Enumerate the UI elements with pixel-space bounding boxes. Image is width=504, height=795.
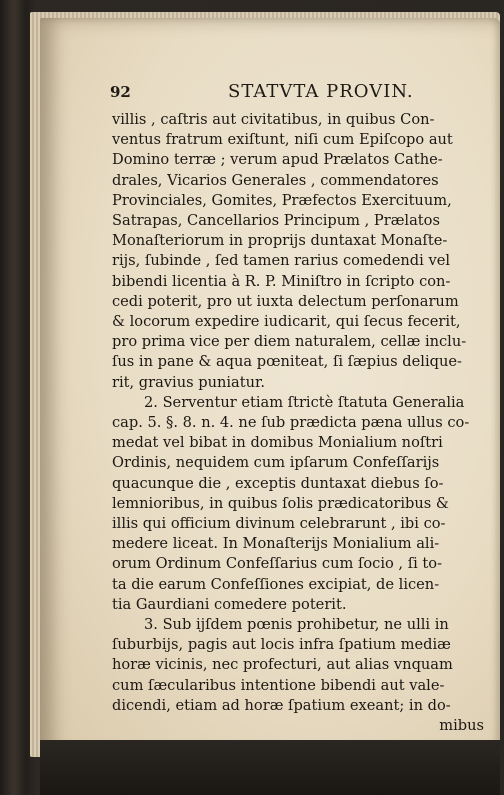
- text-line: medere liceat. In Monaſterijs Monialium ali-: [112, 535, 440, 553]
- text-line: Provinciales, Gomites, Præfectos Exercituum,: [112, 191, 452, 209]
- text-line: villis , caſtris aut civitatibus, in quibus Con-: [112, 111, 435, 128]
- text-line: cedi poterit, pro ut iuxta delectum perſonarum: [112, 292, 459, 310]
- text-line: ſus in pane & aqua pœniteat, ſi ſæpius delique-: [112, 353, 462, 371]
- page-bottom-shadow: [40, 740, 500, 795]
- paragraph-start-line: 2. Serventur etiam ſtrictè ſtatuta Generalia: [144, 393, 465, 411]
- text-line: Ordinis, nequidem cum ipſarum Confeſſarijs: [112, 454, 440, 472]
- text-line: ſuburbijs, pagis aut locis infra ſpatium mediæ: [112, 636, 451, 654]
- running-title: STATVTA PROVIN.: [228, 81, 414, 102]
- text-line: Domino terræ ; verum apud Prælatos Cathe-: [112, 151, 443, 169]
- text-line: & locorum expedire iudicarit, qui ſecus fecerit,: [112, 313, 461, 331]
- text-line: cum ſæcularibus intentione bibendi aut vale-: [112, 676, 445, 694]
- text-line: drales, Vicarios Generales , commendatores: [112, 171, 439, 189]
- text-line: ta die earum Confeſſiones excipiat, de licen-: [112, 575, 440, 593]
- text-line: ventus fratrum exiſtunt, niſi cum Epiſcopo aut: [112, 131, 453, 149]
- text-line: pro prima vice per diem naturalem, cellæ inclu-: [112, 333, 467, 351]
- text-line: orum Ordinum Confeſſarius cum ſocio , ſi to-: [112, 555, 442, 573]
- text-line: tia Gaurdiani comedere poterit.: [112, 595, 347, 613]
- text-line: lemnioribus, in quibus ſolis prædicatoribus &: [112, 494, 449, 512]
- text-line: dicendi, etiam ad horæ ſpatium exeant; in do-: [112, 696, 451, 714]
- text-line: bibendi licentia à R. P. Miniſtro in ſcripto con-: [112, 272, 451, 290]
- catchword: mibus: [439, 717, 484, 735]
- page-header: [68, 79, 478, 105]
- text-line: Monaſteriorum in proprijs duntaxat Monaſte-: [112, 232, 448, 250]
- text-line: cap. 5. §. 8. n. 4. ne ſub prædicta pæna ullus co-: [112, 414, 470, 432]
- text-line: quacunque die , exceptis duntaxat diebus ſo-: [112, 474, 444, 492]
- body-text: [112, 110, 484, 736]
- text-line: rit, gravius puniatur.: [112, 373, 266, 391]
- text-line: rijs, ſubinde , ſed tamen rarius comedendi vel: [112, 252, 450, 270]
- paragraph-start-line: 3. Sub ijſdem pœnis prohibetur, ne ulli in: [144, 616, 449, 634]
- text-line: illis qui officium divinum celebrarunt , ibi co-: [112, 515, 446, 533]
- text-line: medat vel bibat in domibus Monialium noſtri: [112, 434, 443, 452]
- text-line: Satrapas, Cancellarios Principum , Prælatos: [112, 212, 440, 230]
- page-number: 92: [110, 83, 131, 101]
- text-line: horæ vicinis, nec profecturi, aut alias vnquam: [112, 656, 453, 674]
